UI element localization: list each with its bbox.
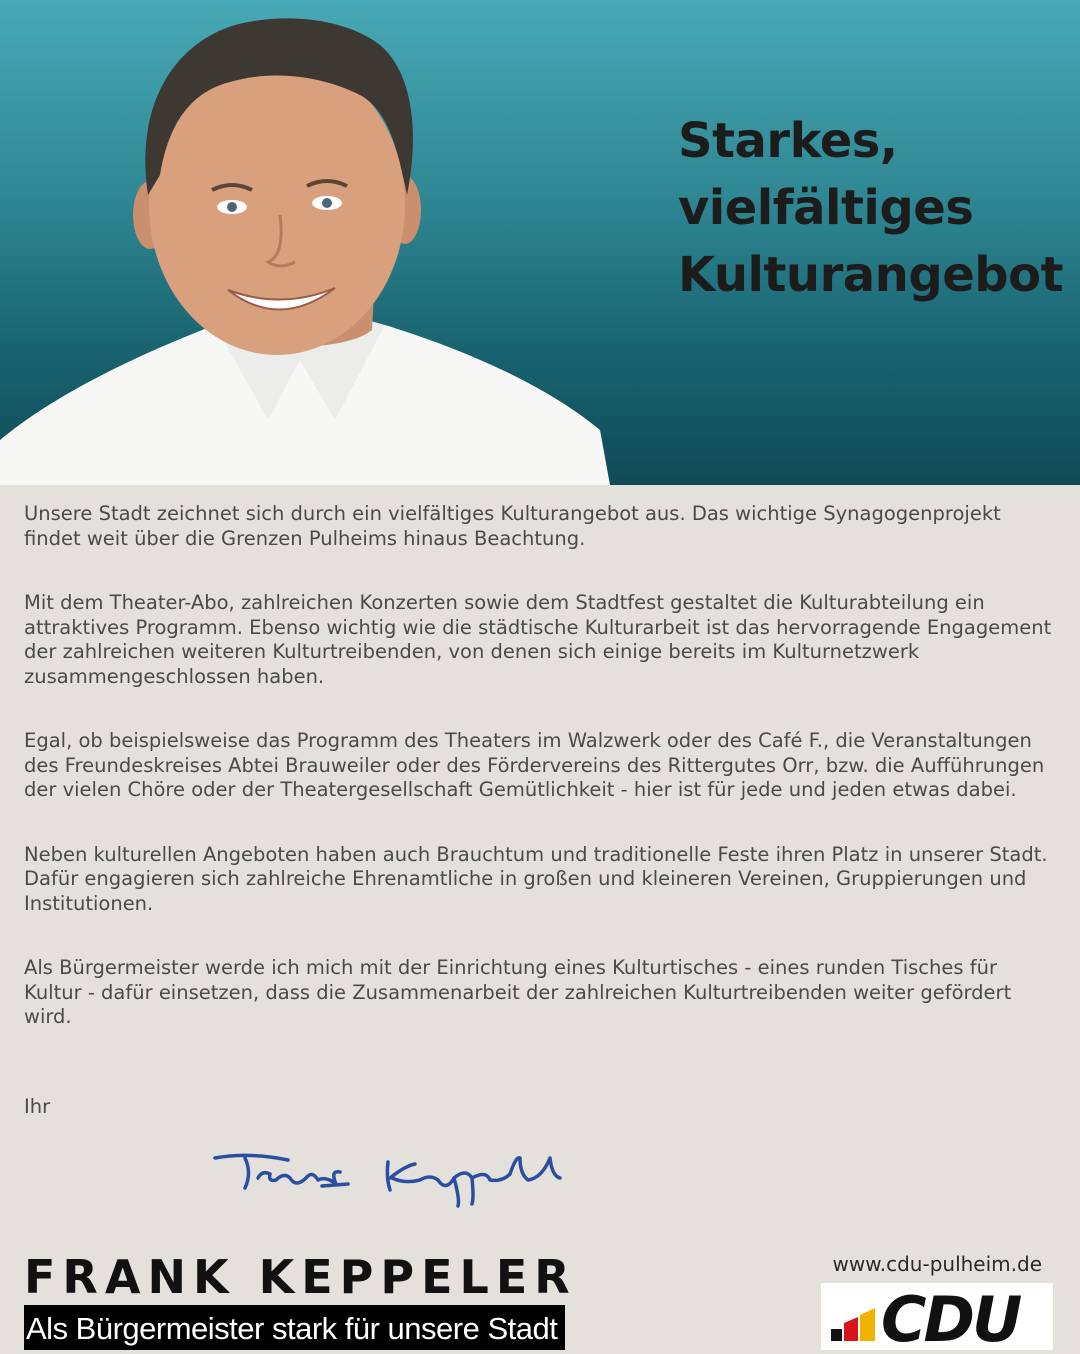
- closing-salutation: Ihr: [24, 1095, 51, 1118]
- letter-body: [24, 502, 1059, 1070]
- paragraph-1: Unsere Stadt zeichnet sich durch ein vielfältiges Kulturangebot aus. Das wichtige Synagogenprojekt findet weit über die Grenzen Pulheims hinaus Beachtung.: [24, 502, 1001, 550]
- handwritten-signature: [210, 1148, 570, 1208]
- headline-line-3: Kulturangebot: [678, 247, 1064, 303]
- cdu-logo-mark: [821, 1283, 1053, 1350]
- hero-banner: [0, 0, 1080, 485]
- headline-line-2: vielfältiges: [678, 180, 974, 236]
- paragraph-4: Neben kulturellen Angeboten haben auch Brauchtum und traditionelle Feste ihren Platz in unserer Stadt. Dafür engagieren sich zahlreiche Ehrenamtliche in großen und kleineren Vereinen, Gruppierungen und Institutionen.: [24, 842, 1048, 915]
- cdu-logo-text: CDU: [881, 1283, 1020, 1350]
- candidate-name: FRANK KEPPELER: [24, 1250, 577, 1304]
- headline-line-1: Starkes,: [678, 113, 898, 169]
- headline: [678, 108, 1064, 309]
- cdu-logo: [821, 1283, 1053, 1350]
- website-link[interactable]: www.cdu-pulheim.de: [832, 1252, 1042, 1276]
- paragraph-5: Als Bürgermeister werde ich mich mit der Einrichtung eines Kulturtisches - eines runden Tisches für Kultur - dafür einsetzen, dass die Zusammenarbeit der zahlreichen Kulturtreibenden weiter gefördert wird.: [24, 956, 1012, 1028]
- candidate-portrait: [0, 0, 610, 485]
- paragraph-3: Egal, ob beispielsweise das Programm des Theaters im Walzwerk oder des Café F., die Veranstaltungen des Freundeskreises Abtei Brauweiler oder des Fördervereins des Rittergutes Orr, bzw. die Aufführungen der vielen Chöre oder der Theatergesellschaft Gemütlichkeit - hier ist für jede und jeden etwas dabei.: [24, 729, 1045, 801]
- paragraph-2: Mit dem Theater-Abo, zahlreichen Konzerten sowie dem Stadtfest gestaltet die Kulturabteilung ein attraktives Programm. Ebenso wichtig wie die städtische Kulturarbeit ist das hervorragende Engagement der zahlreichen weiteren Kulturtreibenden, von denen sich einige bereits im Kulturnetzwerk zusammengeschlossen haben.: [24, 591, 1052, 688]
- campaign-claim: Als Bürgermeister stark für unsere Stadt: [24, 1305, 565, 1350]
